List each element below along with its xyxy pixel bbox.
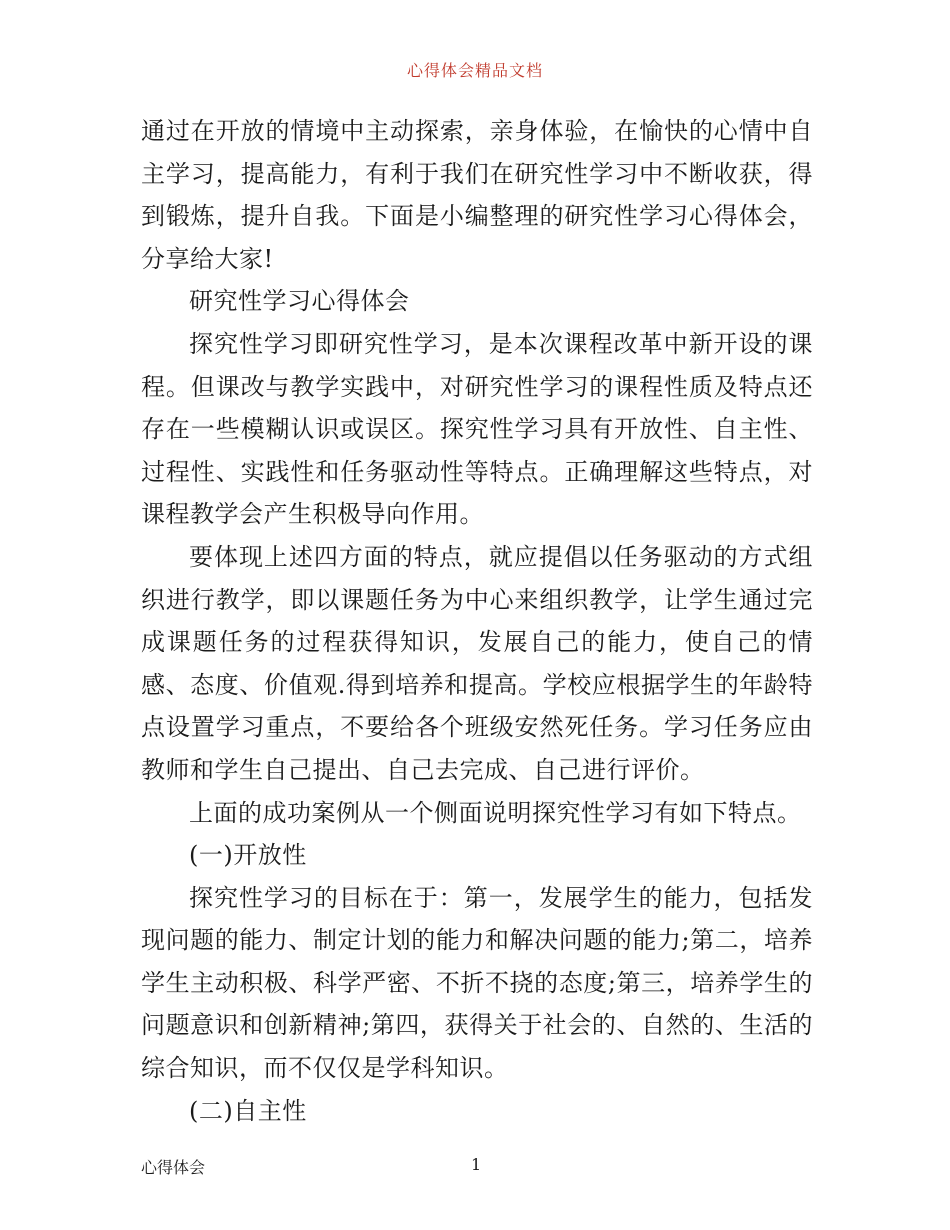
body-paragraph: 上面的成功案例从一个侧面说明探究性学习有如下特点。 <box>189 798 802 827</box>
subheading-autonomy: (二)自主性 <box>189 1096 307 1125</box>
document-footer <box>141 1155 813 1175</box>
page-number: 1 <box>471 1155 482 1174</box>
document-body <box>141 110 813 1132</box>
body-paragraph: 要体现上述四方面的特点，就应提倡以任务驱动的方式组织进行教学，即以课题任务为中心来组织教学，让学生通过完成课题任务的过程获得知识，发展自己的能力，使自己的情感、态度、价值观.得到培养和提高。学校应根据学生的年龄特点设置学习重点，不要给各个班级安然死任务。学习任务应由教师和学生自己提出、自己去完成、自己进行评价。 <box>141 542 813 784</box>
body-paragraph: 探究性学习的目标在于：第一，发展学生的能力，包括发现问题的能力、制定计划的能力和解决问题的能力;第二，培养学生主动积极、科学严密、不折不挠的态度;第三，培养学生的问题意识和创新精神;第四，获得关于社会的、自然的、生活的综合知识，而不仅仅是学科知识。 <box>141 883 813 1083</box>
subheading-openness: (一)开放性 <box>189 841 307 870</box>
footer-label: 心得体会 <box>141 1158 206 1177</box>
body-paragraph: 探究性学习即研究性学习，是本次课程改革中新开设的课程。但课改与教学实践中，对研究性学习的课程性质及特点还存在一些模糊认识或误区。探究性学习具有开放性、自主性、过程性、实践性和任务驱动性等特点。正确理解这些特点，对课程教学会产生积极导向作用。 <box>141 329 813 529</box>
document-header-title: 心得体会精品文档 <box>406 61 543 80</box>
section-title: 研究性学习心得体会 <box>189 287 410 316</box>
intro-paragraph: 通过在开放的情境中主动探索，亲身体验，在愉快的心情中自主学习，提高能力，有利于我们在研究性学习中不断收获，得到锻炼，提升自我。下面是小编整理的研究性学习心得体会，分享给大家! <box>141 117 813 273</box>
